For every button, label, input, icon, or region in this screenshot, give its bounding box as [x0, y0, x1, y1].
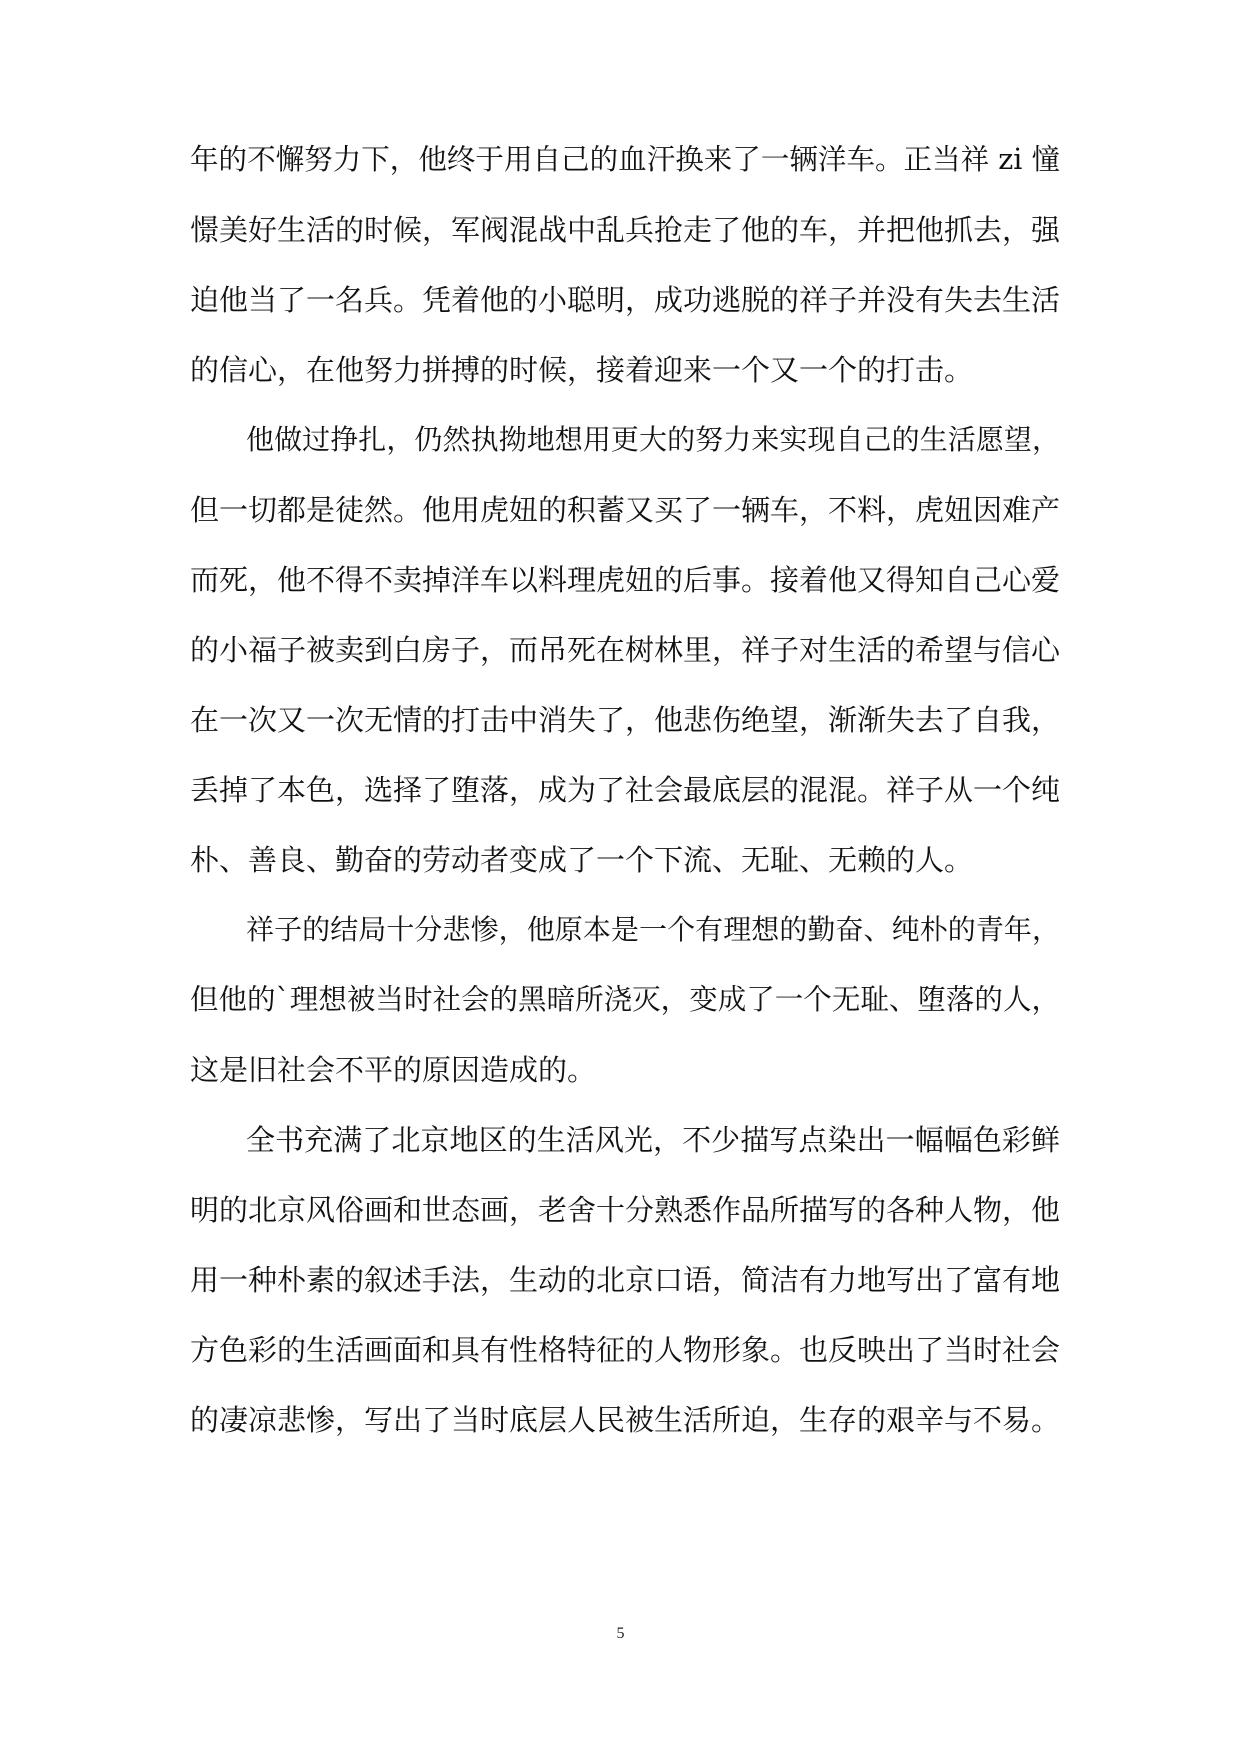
text-line: 在一次又一次无情的打击中消失了，他悲伤绝望，渐渐失去了自我，	[190, 703, 1061, 737]
text-line: 但一切都是徒然。他用虎妞的积蓄又买了一辆车，不料，虎妞因难产	[190, 493, 1061, 527]
text-line: 而死，他不得不卖掉洋车以料理虎妞的后事。接着他又得知自己心爱	[190, 563, 1061, 597]
text-line: 年的不懈努力下，他终于用自己的血汗换来了一辆洋车。正当祥 zi 憧	[190, 143, 1060, 176]
text-line: 迫他当了一名兵。凭着他的小聪明，成功逃脱的祥子并没有失去生活	[190, 283, 1061, 317]
text-line: 的信心，在他努力拼搏的时候，接着迎来一个又一个的打击。	[190, 353, 974, 387]
text-line: 方色彩的生活画面和具有性格特征的人物形象。也反映出了当时社会	[190, 1333, 1061, 1367]
paragraph-first-line: 他做过挣扎，仍然执拗地想用更大的努力来实现自己的生活愿望，	[246, 423, 1060, 456]
page-number: 5	[616, 1625, 625, 1642]
text-line: 但他的`理想被当时社会的黑暗所浇灭，变成了一个无耻、堕落的人，	[190, 983, 1060, 1016]
paragraph-first-line: 全书充满了北京地区的生活风光，不少描写点染出一幅幅色彩鲜	[246, 1123, 1060, 1157]
text-line: 的小福子被卖到白房子，而吊死在树林里，祥子对生活的希望与信心	[190, 633, 1061, 667]
text-line: 用一种朴素的叙述手法，生动的北京口语，简洁有力地写出了富有地	[190, 1263, 1061, 1297]
text-line: 憬美好生活的时候，军阀混战中乱兵抢走了他的车，并把他抓去，强	[190, 213, 1061, 247]
paragraph-first-line: 祥子的结局十分悲惨，他原本是一个有理想的勤奋、纯朴的青年，	[246, 913, 1060, 946]
text-line: 明的北京风俗画和世态画，老舍十分熟悉作品所描写的各种人物，他	[190, 1193, 1061, 1227]
text-line: 朴、善良、勤奋的劳动者变成了一个下流、无耻、无赖的人。	[190, 843, 974, 877]
text-line: 丢掉了本色，选择了堕落，成为了社会最底层的混混。祥子从一个纯	[190, 773, 1061, 807]
text-line: 这是旧社会不平的原因造成的。	[190, 1053, 597, 1087]
text-line: 的凄凉悲惨，写出了当时底层人民被生活所迫，生存的艰辛与不易。	[190, 1403, 1061, 1437]
